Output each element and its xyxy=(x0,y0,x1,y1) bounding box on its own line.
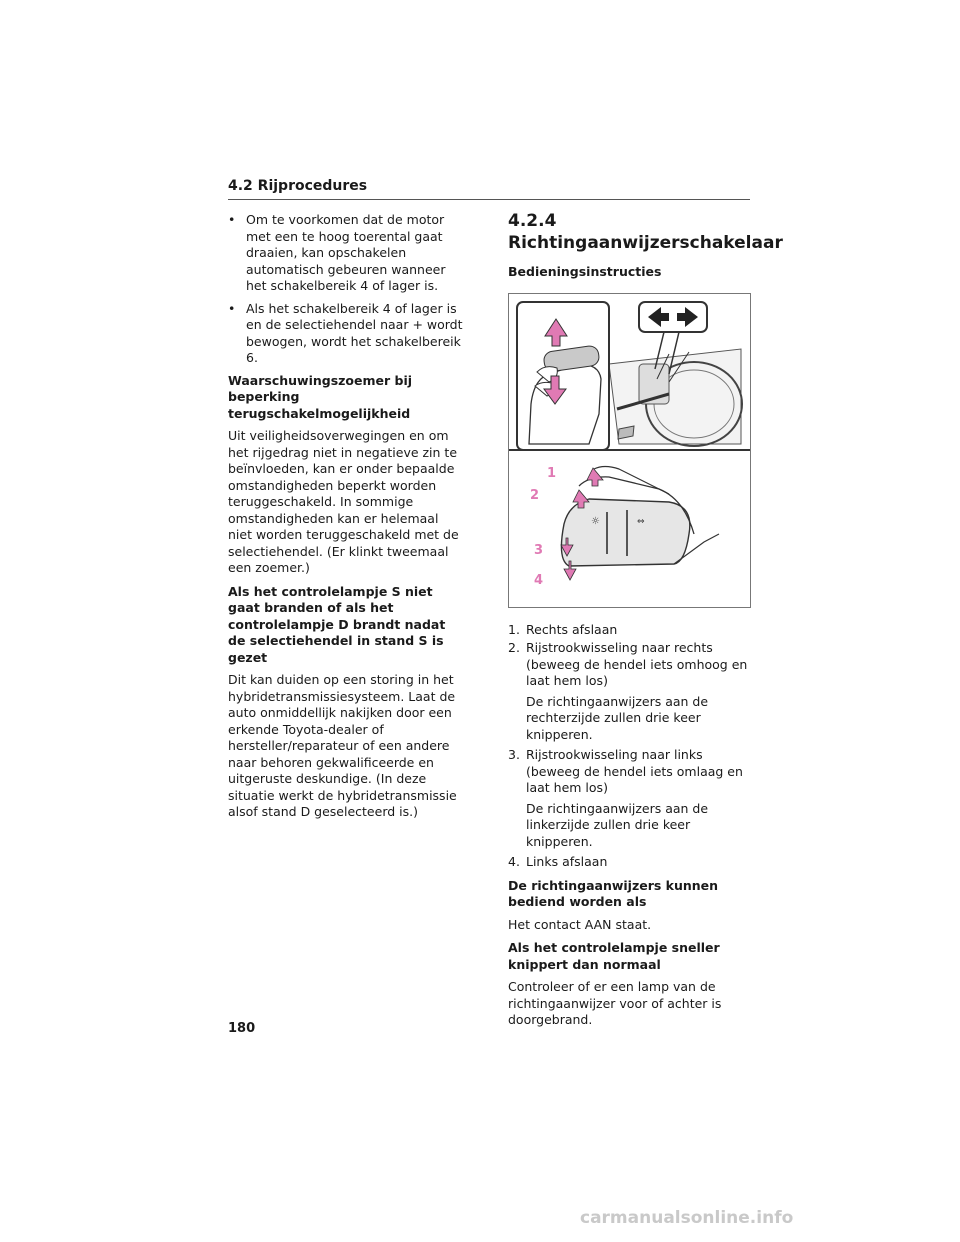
turn-signal-figure xyxy=(508,293,751,608)
list-number: 4. xyxy=(508,854,520,869)
list-item xyxy=(508,622,751,639)
operation-heading: De richtingaanwijzers kunnen bediend worden als xyxy=(508,877,719,909)
header-rule xyxy=(228,199,750,200)
left-column xyxy=(228,212,466,828)
list-text: Links afslaan xyxy=(526,854,608,869)
warning-paragraph: Uit veiligheidsoverwegingen en om het rijgedrag niet in negatieve zin te beïnvloeden, kan er onder bepaalde omstandigheden beperkt worden teruggeschakeld. In sommige omstandigheden kan er helemaal niet worden teruggeschakeld met de selectiehendel. (Er klinkt tweemaal een zoemer.) xyxy=(228,428,459,575)
turn-signal-illustration xyxy=(509,294,750,607)
warning-heading: Waarschuwingszoemer bij beperking terugschakelmogelijkheid xyxy=(228,372,413,421)
indicator-paragraph: Dit kan duiden op een storing in het hybridetransmissiesysteem. Laat de auto onmiddellijk nakijken door een erkende Toyota-dealer of hersteller/reparateur of een andere naar behoren gekwalificeerde en uitgeruste deskundige. (In deze situatie werkt de hybridetransmissie alsof stand D geselecteerd is.) xyxy=(228,672,457,819)
figure-label-3: 3 xyxy=(534,542,544,558)
list-number: 2. xyxy=(508,640,520,655)
stalk-illustration xyxy=(561,466,719,566)
fast-blink-paragraph: Controleer of er een lamp van de richtingaanwijzer voor of achter is doorgebrand. xyxy=(508,979,722,1027)
svg-text:☼: ☼ xyxy=(591,515,600,527)
instructions-subtitle: Bedieningsinstructies xyxy=(508,264,662,279)
bullet-dot: • xyxy=(228,300,236,316)
bullet-dot: • xyxy=(228,212,236,227)
dashboard-illustration xyxy=(609,349,742,446)
section-title: 4.2.4 Richtingaanwijzerschakelaar xyxy=(508,211,783,253)
list-subtext: De richtingaanwijzers aan de rechterzijde zullen drie keer knipperen. xyxy=(526,693,709,742)
list-item xyxy=(508,640,751,690)
bullet-item xyxy=(228,212,466,295)
operation-paragraph: Het contact AAN staat. xyxy=(508,916,652,932)
list-number: 3. xyxy=(508,747,520,762)
right-column xyxy=(508,210,783,1036)
indicator-heading: Als het controlelampje S niet gaat branden of als het controlelampje D brandt nadat de selectiehendel in stand S is gezet xyxy=(228,583,446,665)
list-text: Rechts afslaan xyxy=(526,621,618,637)
list-text: Rijstrookwisseling naar links (beweeg de hendel iets omlaag en laat hem los) xyxy=(526,747,743,795)
watermark: carmanualsonline.info xyxy=(580,1208,794,1228)
bullet-text: Om te voorkomen dat de motor met een te hoog toerental gaat draaien, kan opschakelen automatisch gebeuren wanneer het schakelbereik 4 of lager is. xyxy=(246,212,446,293)
list-text: Rijstrookwisseling naar rechts (beweeg de hendel iets omhoog en laat hem los) xyxy=(526,640,748,688)
bullet-text: Als het schakelbereik 4 of lager is en de selectiehendel naar + wordt bewogen, wordt het schakelbereik 6. xyxy=(246,300,463,365)
fast-blink-heading: Als het controlelampje sneller knippert dan normaal xyxy=(508,940,720,972)
svg-text:⇔: ⇔ xyxy=(637,516,645,527)
bullet-item xyxy=(228,301,466,367)
figure-label-1: 1 xyxy=(547,465,557,481)
list-item xyxy=(508,747,751,797)
list-item xyxy=(508,854,751,871)
section-header: 4.2 Rijprocedures xyxy=(228,178,368,194)
arrow-up-small-icon xyxy=(587,468,603,486)
figure-label-4: 4 xyxy=(534,572,544,588)
figure-label-2: 2 xyxy=(530,487,540,503)
page-number: 180 xyxy=(228,1021,256,1036)
list-subtext: De richtingaanwijzers aan de linkerzijde zullen drie keer knipperen. xyxy=(526,800,709,849)
list-number: 1. xyxy=(508,621,520,637)
